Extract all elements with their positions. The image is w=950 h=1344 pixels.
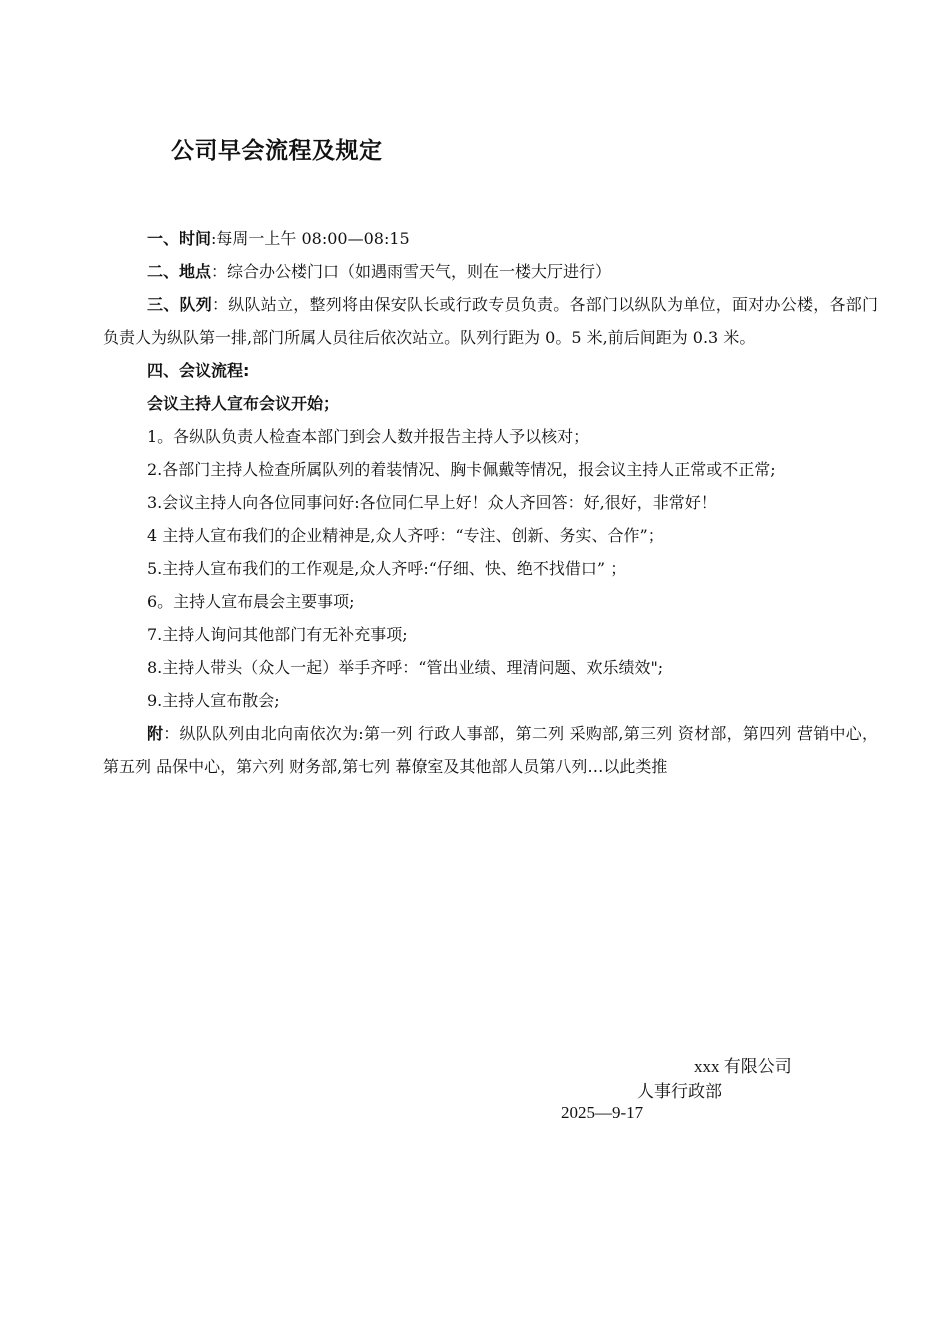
section-formation-text: ：纵队站立，整列将由保安队长或行政专员负责。各部门以纵队为单位，面对办公楼，各部门负责人为纵队第一排,部门所属人员往后依次站立。队列行距为 0。5 米,前后间距为 0.3 米。 [103,295,878,347]
document-body [103,222,878,783]
signature-department: 人事行政部 [637,1082,722,1101]
appendix-text: ：纵队队列由北向南依次为:第一列 行政人事部，第二列 采购部,第三列 资材部，第四列 营销中心，第五列 品保中心，第六列 财务部,第七列 幕僚室及其他部人员第八列…以此类推 [103,724,878,776]
section-formation [103,288,878,354]
section-host-intro-label: 会议主持人宣布会议开始； [147,394,340,413]
section-location [103,255,878,288]
appendix [103,717,878,783]
signature-company: xxx 有限公司 [694,1057,792,1076]
step-1: 1。各纵队负责人检查本部门到会人数并报告主持人予以核对； [147,427,590,446]
section-host-intro [103,387,878,420]
appendix-label: 附 [147,724,164,743]
document-title: 公司早会流程及规定 [171,138,383,164]
section-location-text: ：综合办公楼门口（如遇雨雪天气，则在一楼大厅进行） [211,262,612,281]
step-7: 7.主持人询问其他部门有无补充事项; [147,625,408,644]
step-5: 5.主持人宣布我们的工作观是,众人齐呼:“仔细、快、绝不找借口” ； [147,559,627,578]
section-process [103,354,878,387]
section-location-label: 二、地点 [147,262,212,281]
section-formation-label: 三、队列 [147,295,212,314]
step-4: 4 主持人宣布我们的企业精神是,众人齐呼：“专注、创新、务实、合作”； [147,526,664,545]
signature-date: 2025—9-17 [561,1103,644,1122]
step-2: 2.各部门主持人检查所属队列的着装情况、胸卡佩戴等情况，报会议主持人正常或不正常; [147,460,776,479]
section-time-text: :每周一上午 08:00—08:15 [211,229,410,248]
step-6: 6。主持人宣布晨会主要事项; [147,592,355,611]
step-9: 9.主持人宣布散会; [147,691,280,710]
section-time-label: 一、时间 [147,229,212,248]
section-time [103,222,878,255]
section-process-label: 四、会议流程: [147,361,250,380]
step-8: 8.主持人带头（众人一起）举手齐呼：“管出业绩、理清问题、欢乐绩效"; [147,658,664,677]
step-3: 3.会议主持人向各位同事问好:各位同仁早上好！众人齐回答：好,很好，非常好！ [147,493,717,512]
